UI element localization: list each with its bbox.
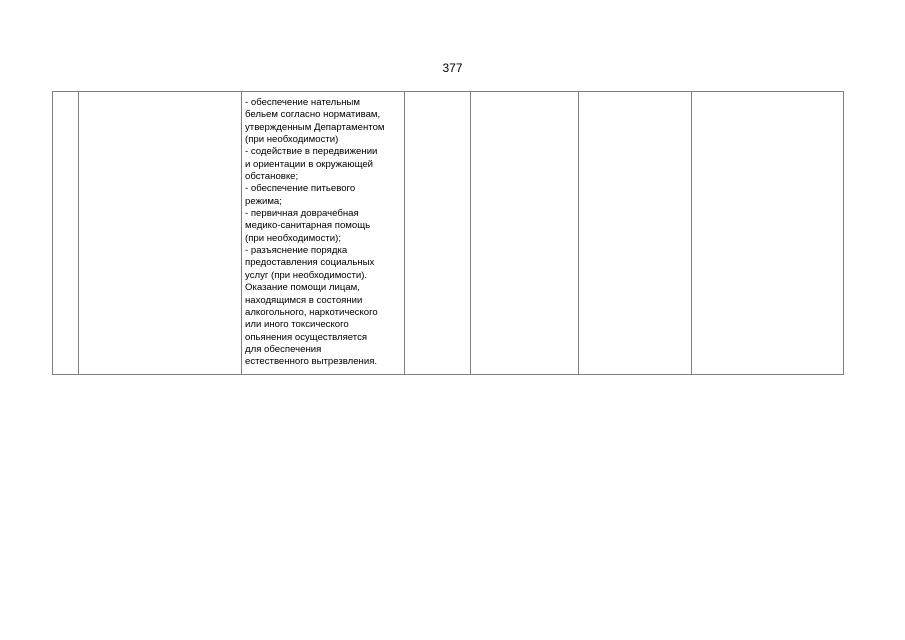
text-line: обстановке; xyxy=(245,171,299,183)
text-line: услуг (при необходимости). xyxy=(245,269,368,281)
text-line: - разъяснение порядка xyxy=(245,245,348,257)
text-line: (при необходимости) xyxy=(245,134,339,146)
table-cell-service-name xyxy=(79,92,242,375)
text-line: или иного токсического xyxy=(245,319,349,331)
table-cell-empty xyxy=(692,92,844,375)
text-line: естественного вытрезвления. xyxy=(245,356,378,368)
text-line: - первичная доврачебная xyxy=(245,208,359,220)
text-line: режима; xyxy=(245,195,282,207)
service-description-text xyxy=(242,92,404,369)
text-line: утвержденным Департаментом xyxy=(245,121,385,133)
text-line: - содействие в передвижении xyxy=(245,146,378,158)
text-line: предоставления социальных xyxy=(245,257,375,269)
text-line: находящимся в состоянии xyxy=(245,294,363,306)
table-cell-empty xyxy=(405,92,471,375)
text-line: - обеспечение питьевого xyxy=(245,183,356,195)
text-line: медико-санитарная помощь xyxy=(245,220,371,232)
text-line: - обеспечение нательным xyxy=(245,97,361,108)
text-line: для обеспечения xyxy=(245,343,322,355)
table-row xyxy=(53,92,844,375)
table-cell-number xyxy=(53,92,79,375)
table-cell-empty xyxy=(579,92,692,375)
text-line: (при необходимости); xyxy=(245,232,342,244)
table-cell-empty xyxy=(471,92,579,375)
text-line: бельем согласно нормативам, xyxy=(245,109,381,121)
text-line: алкогольного, наркотического xyxy=(245,306,378,318)
text-line: опьянения осуществляется xyxy=(245,331,368,343)
page-number: 377 xyxy=(442,61,463,75)
text-line: Оказание помощи лицам, xyxy=(245,282,360,294)
text-line: и ориентации в окружающей xyxy=(245,158,374,170)
table-cell-service-description xyxy=(242,92,405,375)
services-table xyxy=(52,91,844,375)
